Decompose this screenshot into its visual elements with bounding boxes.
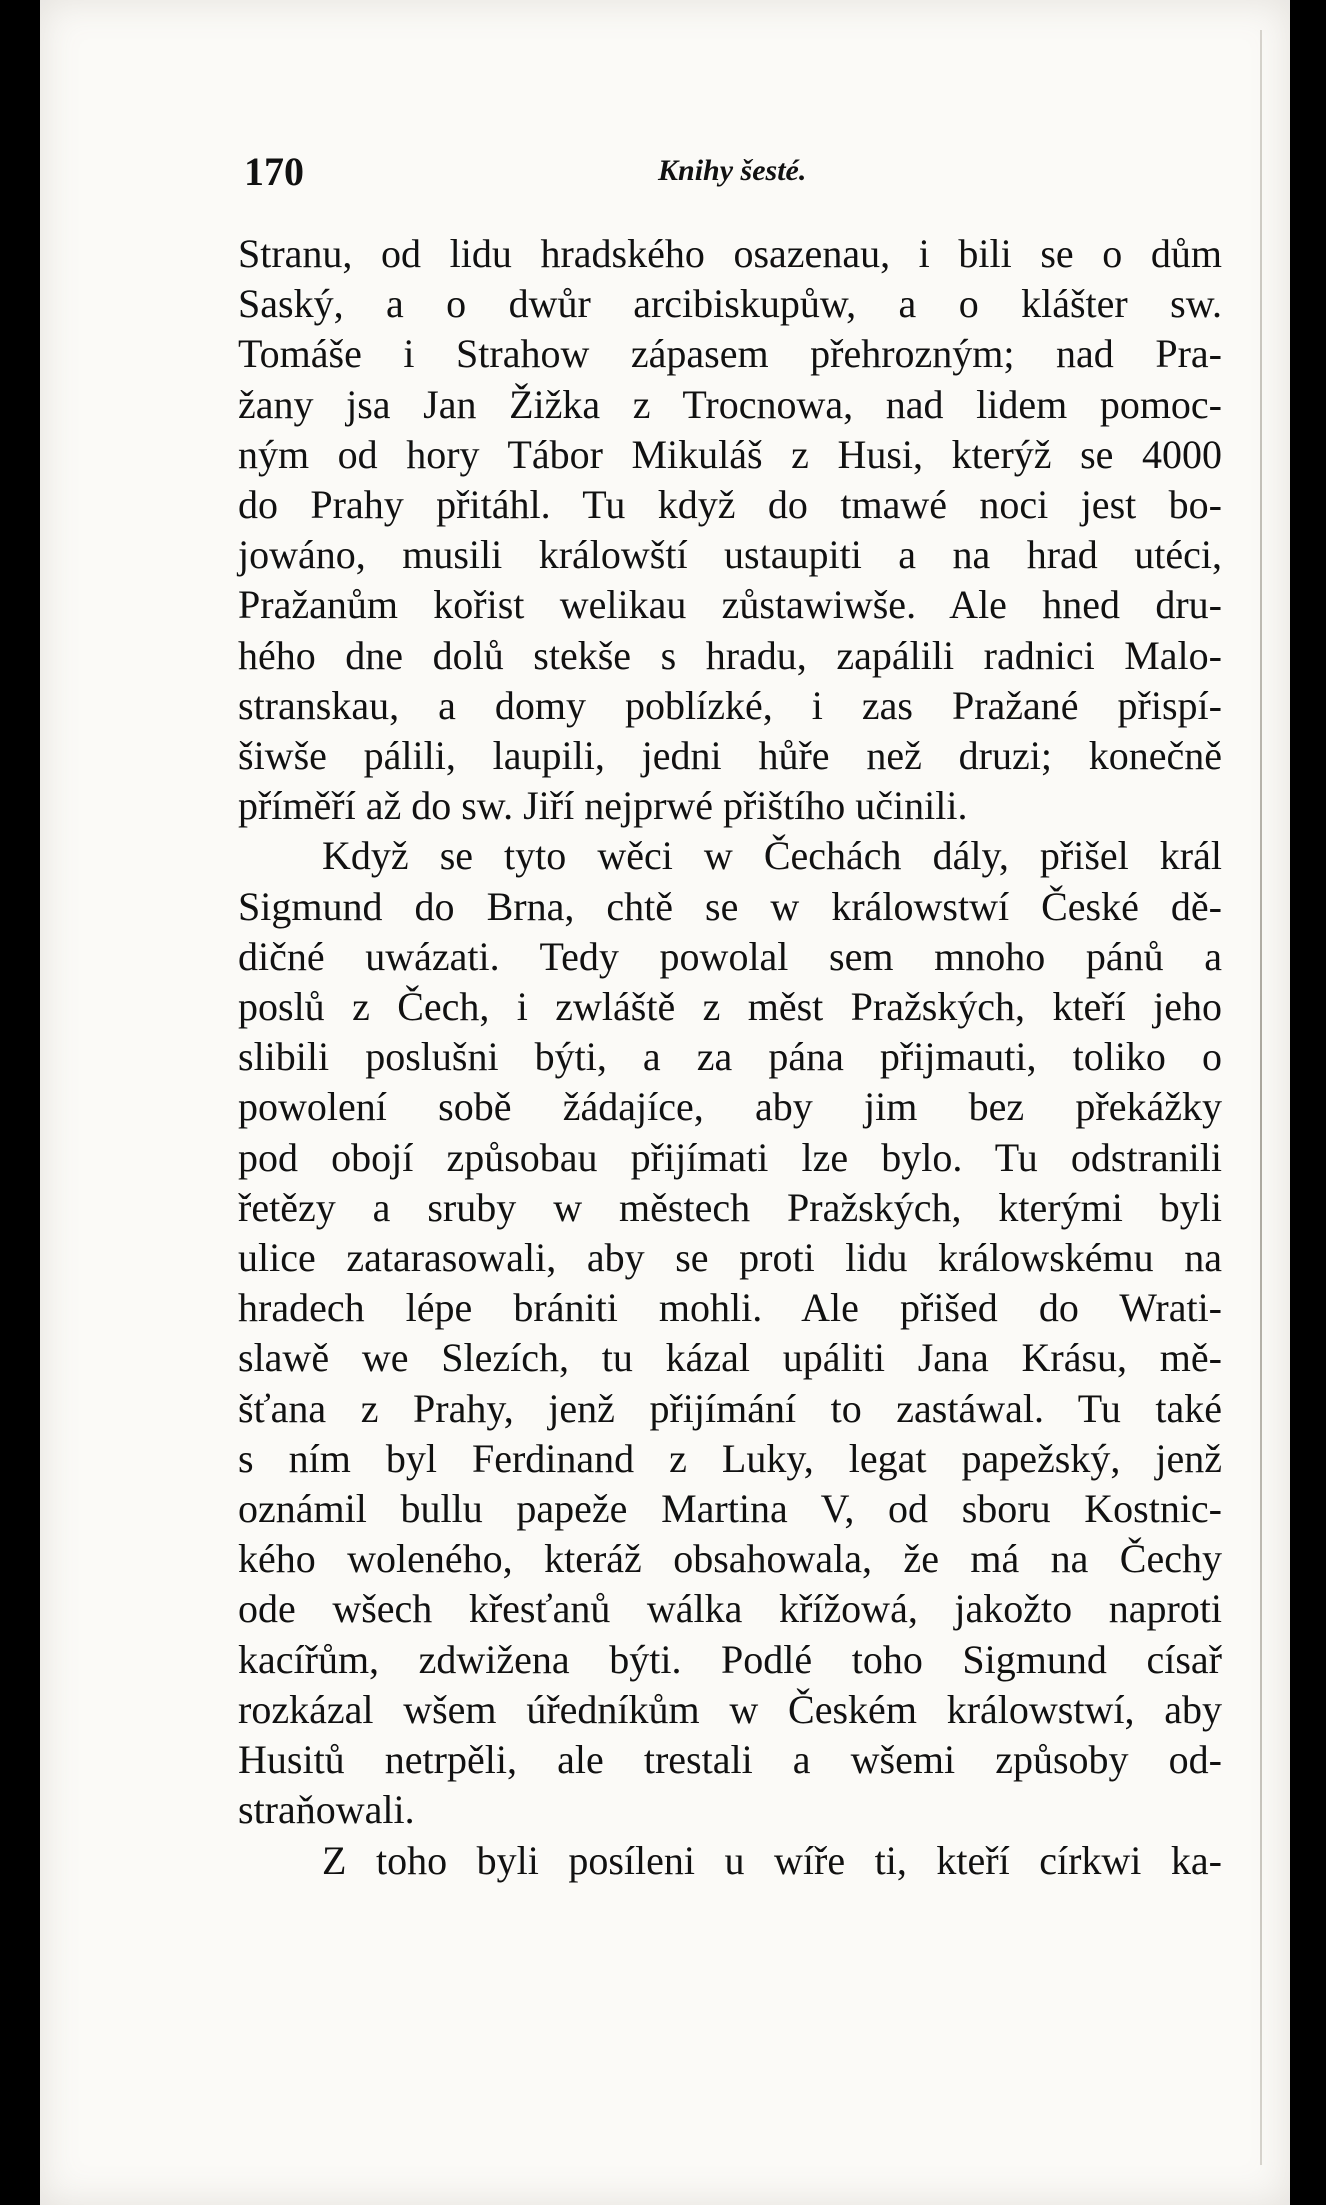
text-line: ulice zatarasowali, aby se proti lidu králowskému na bbox=[238, 1235, 1222, 1281]
text-line: žany jsa Jan Žižka z Trocnowa, nad lidem pomoc- bbox=[238, 381, 1222, 427]
page-number: 170 bbox=[244, 149, 304, 194]
text-line: kacířům, zdwižena býti. Podlé toho Sigmund císař bbox=[238, 1636, 1222, 1682]
text-line: jowáno, musili králowští ustaupiti a na hrad utéci, bbox=[238, 532, 1222, 578]
text-line: ným od hory Tábor Mikuláš z Husi, kterýž se 4000 bbox=[238, 431, 1222, 477]
text-line: šťana z Prahy, jenž přijímání to zastáwal. Tu také bbox=[238, 1385, 1222, 1431]
text-line: Pražanům kořist welikau zůstawiwše. Ale hned dru- bbox=[238, 582, 1222, 628]
text-line: stranskau, a domy poblízké, i zas Pražané přispí- bbox=[238, 682, 1222, 728]
text-line: Saský, a o dwůr arcibiskupůw, a o klášter sw. bbox=[238, 281, 1222, 327]
paragraph-2 bbox=[238, 831, 1222, 1835]
book-page bbox=[40, 0, 1290, 2205]
text-line: dičné uwázati. Tedy powolal sem mnoho pánů a bbox=[238, 933, 1222, 979]
text-line: ode wšech křesťanů wálka křížowá, jakožto naproti bbox=[238, 1586, 1222, 1632]
text-line: s ním byl Ferdinand z Luky, legat papežský, jenž bbox=[238, 1435, 1222, 1481]
text-line: slibili poslušni býti, a za pána přijmauti, toliko o bbox=[238, 1034, 1222, 1080]
text-line: straňowali. bbox=[238, 1787, 415, 1833]
text-line: do Prahy přitáhl. Tu když do tmawé noci jest bo- bbox=[238, 482, 1222, 528]
text-line: slawě we Slezích, tu kázal upáliti Jana Krásu, mě- bbox=[238, 1335, 1222, 1381]
text-line: pod obojí způsobau přijímati lze bylo. Tu odstranili bbox=[238, 1134, 1222, 1180]
text-line: oznámil bullu papeže Martina V, od sboru Kostnic- bbox=[238, 1486, 1222, 1532]
body-text bbox=[238, 229, 1222, 1886]
running-head: Knihy šesté. bbox=[658, 154, 807, 187]
text-line: Z toho byli posíleni u wíře ti, kteří církwi ka- bbox=[322, 1837, 1222, 1883]
text-line: Tomáše i Strahow zápasem přehrozným; nad Pra- bbox=[238, 331, 1222, 377]
text-line: rozkázal wšem úředníkům w Českém králowstwí, aby bbox=[238, 1686, 1222, 1732]
text-line: příměří až do sw. Jiří nejprwé přištího učinili. bbox=[238, 783, 968, 829]
page-edge-shadow bbox=[1260, 30, 1262, 2165]
text-line: Sigmund do Brna, chtě se w králowstwí České dě- bbox=[238, 883, 1222, 929]
paragraph-3 bbox=[238, 1836, 1222, 1886]
text-line: hradech lépe brániti mohli. Ale přišed do Wrati- bbox=[238, 1285, 1222, 1331]
text-line: kého woleného, kteráž obsahowala, že má na Čechy bbox=[238, 1536, 1222, 1582]
page-header bbox=[244, 148, 1214, 208]
text-line: Stranu, od lidu hradského osazenau, i bili se o dům bbox=[238, 231, 1222, 276]
text-line: šiwše pálili, laupili, jedni hůře než druzi; konečně bbox=[238, 733, 1222, 779]
text-line: Husitů netrpěli, ale trestali a wšemi způsoby od- bbox=[238, 1737, 1222, 1783]
text-line: Když se tyto wěci w Čechách dály, přišel král bbox=[322, 833, 1222, 879]
text-line: powolení sobě žádajíce, aby jim bez překážky bbox=[238, 1084, 1222, 1130]
paragraph-1 bbox=[238, 229, 1222, 831]
text-line: hého dne dolů stekše s hradu, zapálili radnici Malo- bbox=[238, 632, 1222, 678]
text-line: poslů z Čech, i zwláště z měst Pražských, kteří jeho bbox=[238, 984, 1222, 1030]
text-line: řetězy a sruby w městech Pražských, kterými byli bbox=[238, 1184, 1222, 1230]
